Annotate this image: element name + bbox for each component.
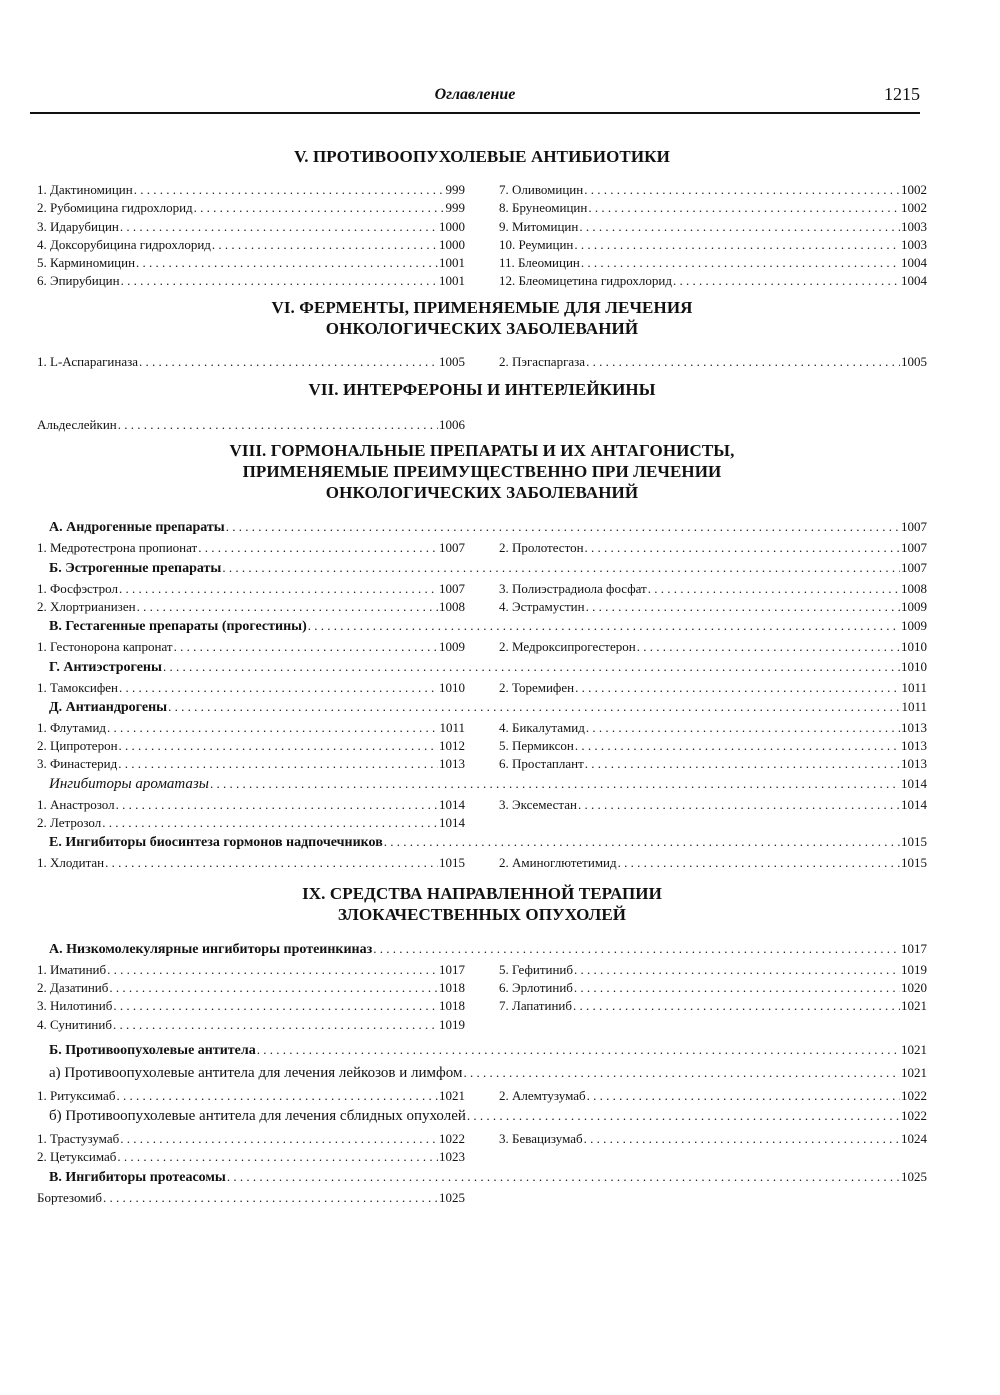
dot-leader: [584, 181, 900, 199]
section-v-right-column: [499, 181, 927, 291]
dot-leader: [618, 854, 900, 872]
dot-leader: [384, 832, 900, 853]
dot-leader: [120, 1130, 438, 1148]
dot-leader: [116, 796, 438, 814]
toc-entry[interactable]: 4. Эстрамустин . . . 1009: [499, 598, 927, 616]
section-ix-title: [37, 883, 927, 925]
dot-leader: [136, 254, 438, 272]
dot-leader: [107, 961, 438, 979]
section-viii-title: [37, 440, 927, 503]
section-vi-title: [37, 297, 927, 339]
dot-leader: [574, 961, 900, 979]
section-viii-title-line2: ПРИМЕНЯЕМЫЕ ПРЕИМУЩЕСТВЕННО ПРИ ЛЕЧЕНИИ: [242, 462, 722, 482]
left-column: [37, 580, 465, 617]
toc-entry[interactable]: 2. Алемтузумаб . . . 1022: [499, 1087, 927, 1105]
dot-leader: [575, 679, 900, 697]
dot-leader: [586, 353, 900, 371]
dot-leader: [585, 755, 900, 773]
right-column: [499, 961, 927, 1034]
dot-leader: [168, 697, 900, 718]
dot-leader: [118, 416, 438, 434]
toc-entry[interactable]: 2. Рубомицина гидрохлорид . . . 999: [37, 199, 465, 217]
dot-leader: [113, 1016, 438, 1034]
dot-leader: [257, 1040, 900, 1061]
section-viii-title-line3: ОНКОЛОГИЧЕСКИХ ЗАБОЛЕВАНИЙ: [325, 483, 639, 503]
toc-entry[interactable]: 1. Трастузумаб . . . 1022: [37, 1130, 465, 1148]
left-column: [37, 679, 465, 697]
toc-entry[interactable]: 1. Гестонорона капронат . . . 1009: [37, 638, 465, 656]
dot-leader: [194, 199, 445, 217]
dot-leader: [673, 272, 900, 290]
toc-entry[interactable]: 6. Простаплант . . . 1013: [499, 755, 927, 773]
running-header: [30, 86, 920, 116]
section-v-left-column: [37, 181, 465, 291]
left-column: [37, 719, 465, 774]
subsection-g-antiestrogens[interactable]: Г. Антиэстрогены . . . 1010: [37, 657, 927, 679]
subsection-bb-solid-tumor-antibodies[interactable]: б) Противоопухолевые антитела для лечения сблидных опухолей . . . 1022: [37, 1105, 927, 1130]
toc-entry[interactable]: 7. Оливомицин . . . 1002: [499, 181, 927, 199]
running-title: Оглавление: [434, 86, 516, 103]
toc-entry[interactable]: 1. Дактиномицин . . . 999: [37, 181, 465, 199]
header-rule: [30, 112, 920, 114]
dot-leader: [373, 939, 900, 960]
dot-leader: [587, 1087, 900, 1105]
left-column: [37, 638, 465, 656]
toc-entry[interactable]: 3. Полиэстрадиола фосфат . . . 1008: [499, 580, 927, 598]
toc-entry[interactable]: 1. Медротестрона пропионат . . . 1007: [37, 539, 465, 557]
dot-leader: [105, 854, 438, 872]
subsection-b-entries: [37, 580, 927, 617]
right-column: [499, 1130, 927, 1167]
toc-entry[interactable]: 4. Сунитиниб . . . 1019: [37, 1016, 465, 1034]
toc-entry[interactable]: 10. Реумицин . . . 1003: [499, 236, 927, 254]
toc-entry[interactable]: 3. Идарубицин . . . 1000: [37, 218, 465, 236]
left-column: [37, 1189, 465, 1207]
toc-entry[interactable]: 2. Медроксипрогестерон . . . 1010: [499, 638, 927, 656]
dot-leader: [227, 1167, 900, 1188]
left-column: [37, 796, 465, 833]
subsection-d-entries: [37, 719, 927, 774]
dot-leader: [579, 218, 900, 236]
toc-entry[interactable]: 11. Блеомицин . . . 1004: [499, 254, 927, 272]
dot-leader: [226, 517, 900, 538]
section-vii-entries: [37, 416, 927, 434]
left-column: [37, 539, 465, 557]
toc-entry[interactable]: 1. Анастрозол . . . 1014: [37, 796, 465, 814]
dot-leader: [637, 638, 900, 656]
subsection-a-kinase-inhibitors[interactable]: А. Низкомолекулярные ингибиторы протеинкиназ . . . 1017: [37, 939, 927, 961]
toc-entry[interactable]: 5. Пермиксон . . . 1013: [499, 737, 927, 755]
toc-entry[interactable]: 2. Пэгаспаргаза . . . 1005: [499, 353, 927, 371]
dot-leader: [586, 719, 900, 737]
section-ix-title-line2: ЗЛОКАЧЕСТВЕННЫХ ОПУХОЛЕЙ: [337, 904, 627, 924]
toc-entry[interactable]: 2. Ципротерон . . . 1012: [37, 737, 465, 755]
subsection-e-adrenal-inhibitors[interactable]: Е. Ингибиторы биосинтеза гормонов надпочечников . . . 1015: [37, 832, 927, 854]
dot-leader: [585, 539, 900, 557]
subsection-b-antibodies[interactable]: Б. Противоопухолевые антитела . . . 1021: [37, 1040, 927, 1062]
right-column: [499, 796, 927, 833]
right-column: [499, 539, 927, 557]
toc-entry[interactable]: 4. Доксорубицина гидрохлорид . . . 1000: [37, 236, 465, 254]
dot-leader: [581, 254, 900, 272]
toc-content: [37, 146, 927, 1207]
dot-leader: [102, 814, 438, 832]
subsection-e-entries: [37, 854, 927, 872]
left-column: [37, 961, 465, 1034]
section-ix-title-line1: IX. СРЕДСТВА НАПРАВЛЕННОЙ ТЕРАПИИ: [302, 883, 662, 903]
section-vi-title-line2: ОНКОЛОГИЧЕСКИХ ЗАБОЛЕВАНИЙ: [325, 318, 639, 338]
subsection-ba-leukemia-antibodies[interactable]: а) Противоопухолевые антитела для лечения лейкозов и лимфом . . . 1021: [37, 1062, 927, 1087]
dot-leader: [134, 181, 445, 199]
dot-leader: [139, 353, 438, 371]
section-vi-title-line1: VI. ФЕРМЕНТЫ, ПРИМЕНЯЕМЫЕ ДЛЯ ЛЕЧЕНИЯ: [271, 297, 693, 317]
toc-entry[interactable]: 1. L-Аспарагиназа . . . 1005: [37, 353, 465, 371]
subsection-a-androgens[interactable]: А. Андрогенные препараты . . . 1007: [37, 517, 927, 539]
dot-leader: [574, 236, 900, 254]
right-column: [499, 1087, 927, 1105]
toc-entry[interactable]: 1. Флутамид . . . 1011: [37, 719, 465, 737]
toc-entry[interactable]: 3. Нилотиниб . . . 1018: [37, 997, 465, 1015]
dot-leader: [116, 1087, 438, 1105]
right-column: [499, 679, 927, 697]
dot-leader: [588, 199, 900, 217]
toc-entry[interactable]: 1. Фосфэстрол . . . 1007: [37, 580, 465, 598]
section-v-entries: [37, 181, 927, 291]
toc-entry[interactable]: 2. Торемифен . . . 1011: [499, 679, 927, 697]
section-vii-left-column: [37, 416, 465, 434]
dot-leader: [120, 218, 438, 236]
toc-entry[interactable]: 6. Эрлотиниб . . . 1020: [499, 979, 927, 997]
dot-leader: [574, 979, 900, 997]
dot-leader: [586, 598, 900, 616]
right-column: [499, 580, 927, 617]
subsection-aromatase-entries: [37, 796, 927, 833]
subsection-aromatase-inhibitors[interactable]: Ингибиторы ароматазы . . . 1014: [37, 774, 927, 796]
section-vii-title: VII. ИНТЕРФЕРОНЫ И ИНТЕРЛЕЙКИНЫ: [308, 380, 656, 400]
toc-entry[interactable]: 2. Аминоглютетимид . . . 1015: [499, 854, 927, 872]
dot-leader: [222, 558, 900, 579]
toc-entry[interactable]: 6. Эпирубицин . . . 1001: [37, 272, 465, 290]
dot-leader: [648, 580, 900, 598]
toc-entry[interactable]: 5. Карминомицин . . . 1001: [37, 254, 465, 272]
left-column: [37, 854, 465, 872]
dot-leader: [103, 1189, 438, 1207]
toc-entry[interactable]: 2. Хлортрианизен . . . 1008: [37, 598, 465, 616]
toc-entry[interactable]: 2. Пролотестон . . . 1007: [499, 539, 927, 557]
dot-leader: [137, 598, 438, 616]
toc-entry[interactable]: 3. Финастерид . . . 1013: [37, 755, 465, 773]
dot-leader: [121, 272, 438, 290]
toc-entry[interactable]: Бортезомиб . . . 1025: [37, 1189, 465, 1207]
section-vii-right-column: [499, 416, 927, 434]
dot-leader: [210, 774, 900, 794]
dot-leader: [119, 679, 438, 697]
dot-leader: [575, 737, 900, 755]
right-column: [499, 638, 927, 656]
dot-leader: [174, 638, 438, 656]
left-column: [37, 1087, 465, 1105]
toc-entry[interactable]: 2. Дазатиниб . . . 1018: [37, 979, 465, 997]
page-number: 1215: [884, 84, 920, 104]
dot-leader: [308, 616, 900, 637]
dot-leader: [119, 580, 438, 598]
toc-entry[interactable]: 2. Цетуксимаб . . . 1023: [37, 1148, 465, 1166]
toc-entry[interactable]: 8. Брунеомицин . . . 1002: [499, 199, 927, 217]
right-column: [499, 854, 927, 872]
toc-entry[interactable]: 1. Ритуксимаб . . . 1021: [37, 1087, 465, 1105]
dot-leader: [119, 737, 438, 755]
toc-entry[interactable]: 1. Хлодитан . . . 1015: [37, 854, 465, 872]
dot-leader: [117, 1148, 438, 1166]
dot-leader: [109, 979, 438, 997]
toc-entry[interactable]: 7. Лапатиниб . . . 1021: [499, 997, 927, 1015]
subsection-v-gestagens[interactable]: В. Гестагенные препараты (прогестины) . . . 1009: [37, 616, 927, 638]
subsection-v-entries: [37, 638, 927, 656]
subsection-a-entries: [37, 539, 927, 557]
toc-entry[interactable]: Альдеслейкин . . . 1006: [37, 416, 465, 434]
toc-entry[interactable]: 5. Гефитиниб . . . 1019: [499, 961, 927, 979]
section-v-title: V. ПРОТИВООПУХОЛЕВЫЕ АНТИБИОТИКИ: [294, 147, 670, 166]
section-vi-right-column: [499, 353, 927, 371]
subsection-a9-entries: [37, 961, 927, 1034]
toc-entry[interactable]: 3. Бевацизумаб . . . 1024: [499, 1130, 927, 1148]
section-viii-title-line1: VIII. ГОРМОНАЛЬНЫЕ ПРЕПАРАТЫ И ИХ АНТАГОНИСТЫ,: [229, 441, 735, 461]
dot-leader: [118, 755, 438, 773]
dot-leader: [463, 1062, 900, 1084]
dot-leader: [163, 657, 900, 678]
subsection-bb-entries: [37, 1130, 927, 1167]
subsection-b-estrogens[interactable]: Б. Эстрогенные препараты . . . 1007: [37, 558, 927, 580]
dot-leader: [584, 1130, 900, 1148]
toc-entry[interactable]: 4. Бикалутамид . . . 1013: [499, 719, 927, 737]
dot-leader: [113, 997, 438, 1015]
subsection-g-entries: [37, 679, 927, 697]
left-column: [37, 1130, 465, 1167]
dot-leader: [467, 1105, 900, 1127]
section-vi-left-column: [37, 353, 465, 371]
dot-leader: [198, 539, 438, 557]
toc-entry[interactable]: 3. Эксеместан . . . 1014: [499, 796, 927, 814]
toc-entry[interactable]: 2. Летрозол . . . 1014: [37, 814, 465, 832]
toc-entry[interactable]: 12. Блеомицетина гидрохлорид . . . 1004: [499, 272, 927, 290]
subsection-d-antiandrogens[interactable]: Д. Антиандрогены . . . 1011: [37, 697, 927, 719]
subsection-v9-entries: [37, 1189, 927, 1207]
dot-leader: [578, 796, 900, 814]
subsection-v-proteasome-inhibitors[interactable]: В. Ингибиторы протеасомы . . . 1025: [37, 1167, 927, 1189]
right-column: [499, 719, 927, 774]
right-column: [499, 1189, 927, 1207]
toc-entry[interactable]: 9. Митомицин . . . 1003: [499, 218, 927, 236]
section-vi-entries: [37, 353, 927, 371]
subsection-ba-entries: [37, 1087, 927, 1105]
dot-leader: [212, 236, 438, 254]
toc-entry[interactable]: 1. Иматиниб . . . 1017: [37, 961, 465, 979]
dot-leader: [573, 997, 900, 1015]
dot-leader: [107, 719, 438, 737]
toc-entry[interactable]: 1. Тамоксифен . . . 1010: [37, 679, 465, 697]
